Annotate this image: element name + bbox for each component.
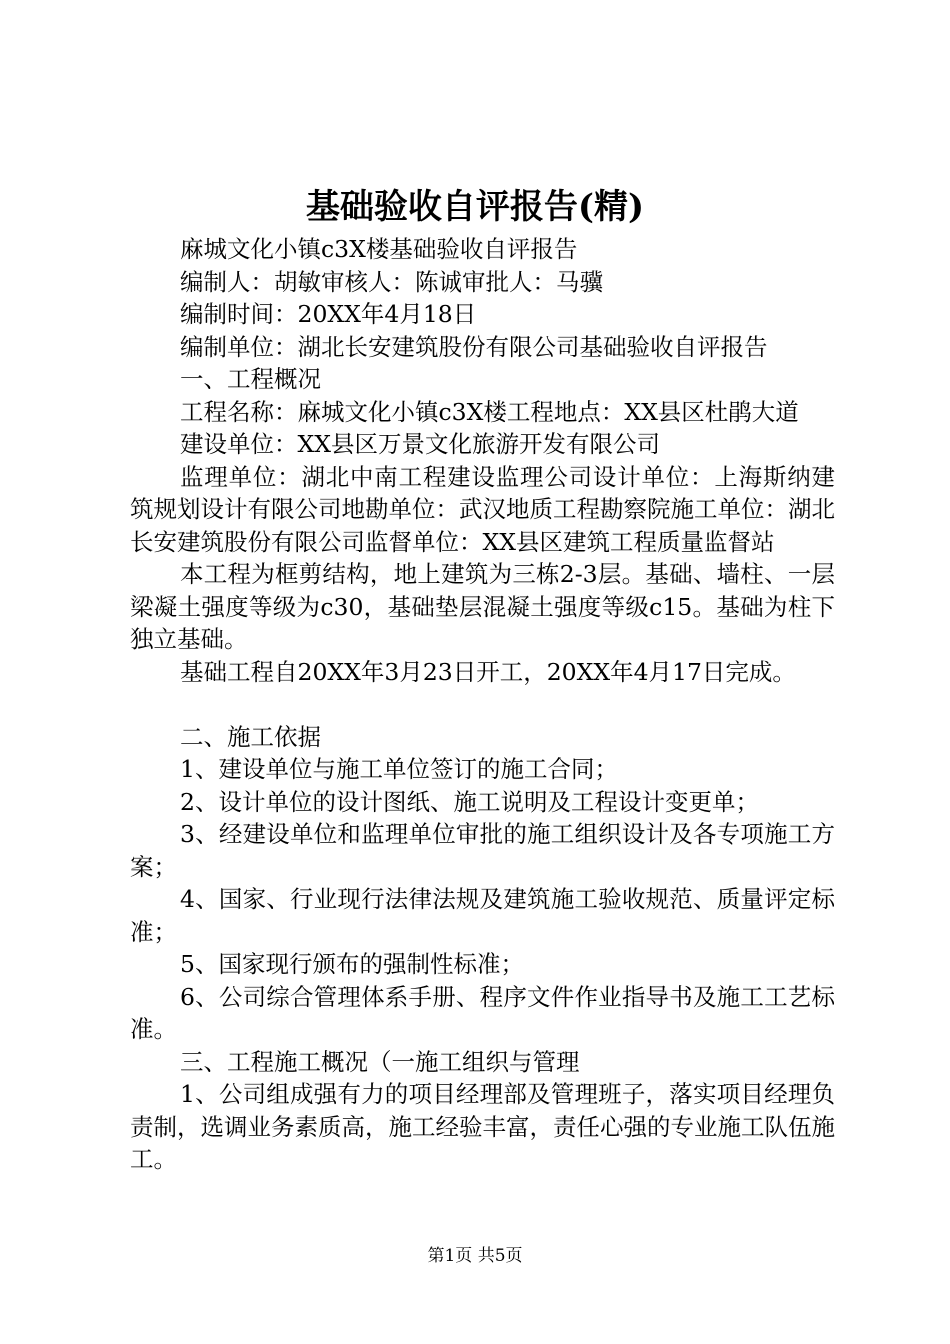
paragraph: 工程名称：麻城文化小镇c3X楼工程地点：XX县区杜鹃大道 (180, 397, 799, 426)
list-item: 6、公司综合管理体系手册、程序文件作业指导书及施工工艺标准。 (130, 982, 835, 1043)
paragraph: 基础工程自20XX年3月23日开工，20XX年4月17日完成。 (180, 657, 796, 686)
section-heading: 三、工程施工概况（一施工组织与管理 (180, 1047, 580, 1076)
paragraph: 编制时间：20XX年4月18日 (180, 300, 477, 328)
page-number: 第1页 共5页 (427, 1246, 523, 1266)
document-title: 基础验收自评报告(精) (305, 187, 645, 227)
list-item: 2、设计单位的设计图纸、施工说明及工程设计变更单； (180, 787, 759, 816)
section-heading: 二、施工依据 (180, 722, 321, 751)
list-item: 4、国家、行业现行法律法规及建筑施工验收规范、质量评定标准； (130, 885, 835, 946)
paragraph: 编制单位：湖北长安建筑股份有限公司基础验收自评报告 (180, 332, 768, 361)
document-body (130, 233, 835, 1176)
paragraph: 编制人：胡敏审核人：陈诚审批人：马骥 (180, 267, 603, 296)
list-item: 1、建设单位与施工单位签订的施工合同； (180, 755, 618, 783)
blank-line (130, 688, 835, 721)
list-item: 1、公司组成强有力的项目经理部及管理班子，落实项目经理负责制，选调业务素质高，施工经验丰富，责任心强的专业施工队伍施工。 (130, 1080, 835, 1173)
paragraph: 麻城文化小镇c3X楼基础验收自评报告 (180, 235, 578, 263)
paragraph: 建设单位：XX县区万景文化旅游开发有限公司 (180, 430, 660, 458)
section-heading: 一、工程概况 (180, 365, 321, 393)
paragraph: 本工程为框剪结构，地上建筑为三栋2-3层。基础、墙柱、一层梁凝土强度等级为c30，基础垫层混凝土强度等级c15。基础为柱下独立基础。 (130, 560, 835, 653)
list-item: 3、经建设单位和监理单位审批的施工组织设计及各专项施工方案； (130, 820, 835, 881)
list-item: 5、国家现行颁布的强制性标准； (180, 950, 524, 978)
paragraph: 监理单位：湖北中南工程建设监理公司设计单位：上海斯纳建筑规划设计有限公司地勘单位：武汉地质工程勘察院施工单位：湖北长安建筑股份有限公司监督单位：XX县区建筑工程质量监督站 (130, 462, 835, 556)
